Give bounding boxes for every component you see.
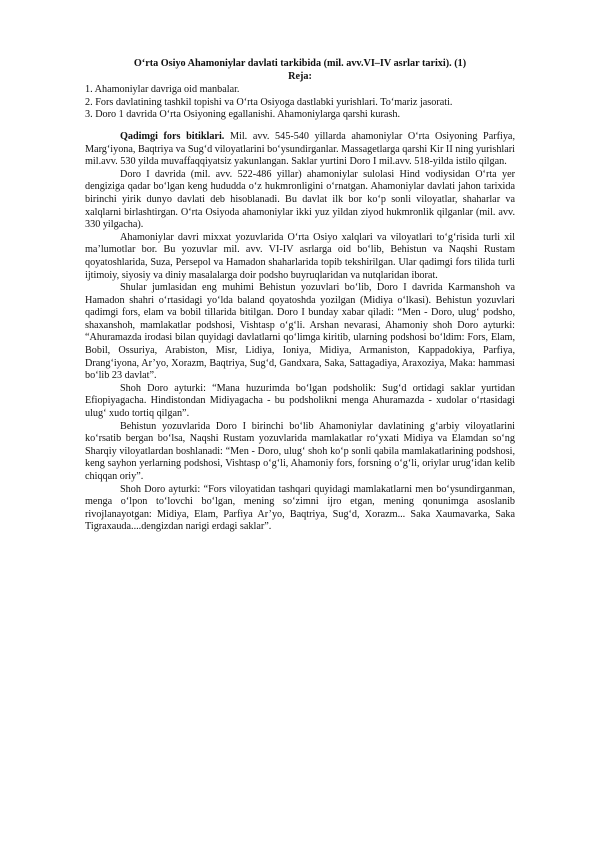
paragraph [85,232,515,282]
paragraph [85,383,515,421]
paragraph [85,421,515,484]
paragraph [85,484,515,534]
paragraph [85,282,515,383]
paragraph-lead: Qadimgi fors bitiklari. [120,130,225,142]
paragraph [85,169,515,232]
plan-item: 2. Fors davlatining tashkil topishi va O‘rta Osiyoga dastlabki yurishlari. To‘mariz jasorati. [85,96,453,108]
paragraph-text: Doro I davrida (mil. avv. 522-486 yillar) ahamoniylar sulolasi Hind vodiysidan O‘rta yer dengiziga qadar bo‘lgan keng hududda o‘z hukmronligini o‘rnatgan. Ahamoniylar davlati jahon tarixida birinchi yirik dunyo davlati deb hisoblanadi. Bu davlat ilk bor ko‘p sonli viloyatlar, shaharlar va xalqlarni birlashtirgan. O‘rta Osiyoda ahamoniylar ikki yuz yildan ziyod hukmronlik qilganlar (mil. avv. 330 yilgacha). [85,168,515,231]
paragraph-text: Behistun yozuvlarida Doro I birinchi bo‘lib Ahamoniylar davlatining g‘arbiy viloyatlarini ko‘rsatib bergan bo‘lsa, Naqshi Rustam yozuvlarida mamlakatlar ro‘yxati Midiya va Elamdan so‘ng Sharqiy viloyatlardan boshlanadi: “Men - Doro, ulug‘ shoh ko‘p sonli qabila mamlakatlarining podshosi, keng sayhon yerlarning podshosi, Vishtasp o‘g‘li, Ahamoniy fors, forsning o‘g‘li, oriylar urug‘idan kelib chiqqan oriy”. [85,420,515,482]
plan-item: 1. Ahamoniylar davriga oid manbalar. [85,84,240,96]
document-title: O‘rta Osiyo Ahamoniylar davlati tarkibida (mil. avv.VI–IV asrlar tarixi). (1) [133,58,467,69]
paragraph-text: Mil. avv. 545-540 yillarda ahamoniylar O‘rta Osiyoning Parfiya, Marg‘iyona, Baqtriya va Sug‘d viloyatlarini bo‘ysundirganlar. Massagetlarga qarshi Kir II ning yurishlari mil.avv. 530 yilda muvaffaqqiyatsiz yakunlangan. Saklar yurtini Doro I mil.avv. 518-yilda istilo qilgan. [85,130,516,168]
document-page [85,58,515,534]
plan-list [85,84,515,122]
paragraph-text: Shoh Doro ayturki: “Fors viloyatidan tashqari quyidagi mamlakatlarni men bo‘ysundirganman, menga o‘lpon to‘lovchi bo‘lgan, mening so‘zimni ijro etgan, mening qonunimga asoslanib rivojlanayotgan: Midiya, Elam, Parfiya Ar’yo, Baqtriya, Sug‘d, Xorazm... Saka Xaumavarka, Saka Tigraxauda....dengizdan narigi erdagi saklar”. [85,483,515,533]
section-gap [85,122,515,131]
paragraph-text: Shular jumlasidan eng muhimi Behistun yozuvlari bo‘lib, Doro I davrida Karmanshoh va Hamadon shahri o‘rtasidagi yo‘lda baland qoyatoshda yozilgan (Midiya o‘lkasi). Behistun yozuvlari qadimgi fors, elam va bobil tillarida bitilgan. Doro I bunday xabar qiladi: “Men - Doro, ulug‘ podsho, shaxanshoh, mamlakatlar podshosi, Vishtasp o‘g‘li. Arshan nevarasi, Ahamoniy shoh Doro ayturki: “Ahuramazda irodasi bilan quyidagi davlatlarni qo‘limga kiritib, ularning podshosi bo‘ldim: Fors, Elam, Bobil, Ossuriya, Arabiston, Misr, Lidiya, Ioniya, Midiya, Armaniston, Kappadokiya, Parfiya, Drang‘iyona, Ar’yo, Xorazm, Baqtriya, Sug‘d, Gandxara, Saka, Sattagadiya, Araxoziya, Maka: hammasi bo‘lib 23 davlat”. [85,282,515,382]
paragraph [85,131,515,169]
plan-heading: Reja: [288,70,312,82]
plan-item: 3. Doro 1 davrida O‘rta Osiyoning egallanishi. Ahamoniylarga qarshi kurash. [85,109,400,121]
paragraph-text: Shoh Doro ayturki: “Mana huzurimda bo‘lgan podsholik: Sug‘d ortidagi saklar yurtidan Efiopiyagacha. Hindistondan Midiyagacha - bu podsholikni menga Ahuramazda - xudolar o‘rtasidagi ulug‘ xudo tortiq qilgan”. [85,382,515,420]
paragraph-text: Ahamoniylar davri mixxat yozuvlarida O‘rta Osiyo xalqlari va viloyatlari to‘g‘risida turli xil ma’lumotlar bor. Bu yozuvlar mil. avv. VI-IV asrlarga oid bo‘lib, Behistun va Naqshi Rustam qoyatoshlarida, Suza, Persepol va Hamadon shaharlarida topib tekshirilgan. Ular qadimgi fors tilida turli ijtimoiy, siyosiy va diniy masalalarga doir podsho buyruqlaridan va nutqlaridan iborat. [85,231,515,281]
